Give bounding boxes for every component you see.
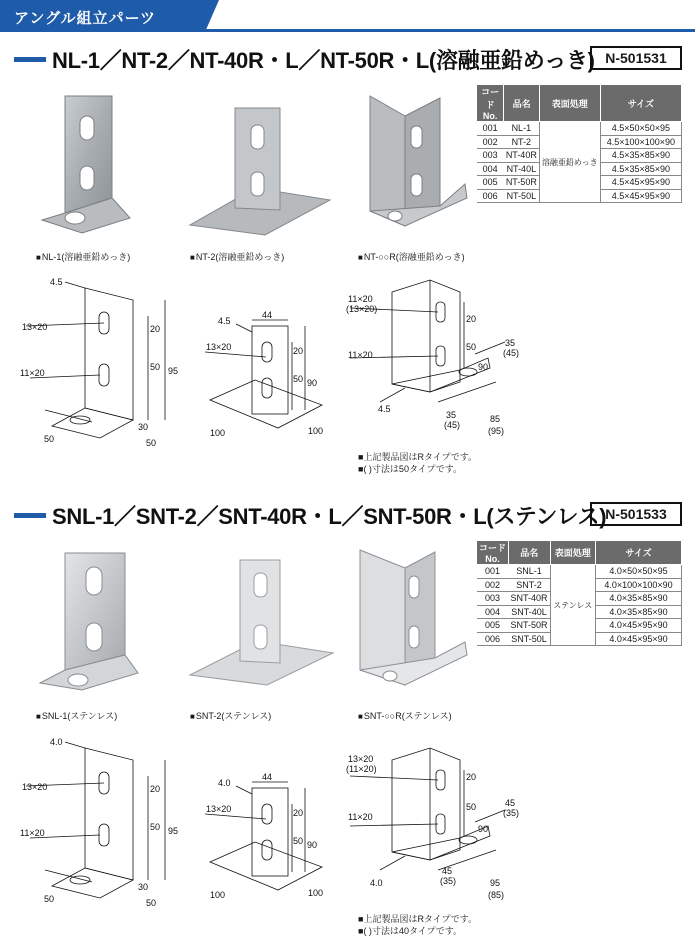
cell-name: SNL-1 [509,565,551,579]
cell-treatment: 溶融亜鉛めっき [539,122,600,203]
photo-snt-2 [185,555,335,695]
cell-name: NT-2 [504,135,540,149]
dim-35-alt: (45) [503,348,520,358]
title-bar-decoration [14,513,46,518]
note-line: ■上記製品図はRタイプです。 [358,452,478,462]
table-header-row [477,85,682,122]
dim-hole: 11×20 [20,368,45,378]
notes [358,913,477,937]
dim-20: 20 [466,772,477,782]
dim-hole: 13×20 [22,322,48,332]
photo-caption: ■ NT-○○R(溶融亜鉛めっき) [358,250,465,263]
cell-name: NT-50L [504,189,540,203]
dim-20: 20 [293,346,304,356]
dim-100-width: 100 [210,428,226,438]
dim-50: 50 [150,362,161,372]
dim-hole: 11×20 [348,294,373,304]
note-text: ( )寸法は40タイプです。 [363,926,463,936]
section-header-galvanized [0,44,695,74]
table-header-row [477,541,682,565]
cell-size: 4.0×45×95×90 [596,632,682,646]
dim-hole-alt: (11×20) [346,764,377,774]
col-header: サイズ [600,85,681,122]
category-rule [0,29,695,32]
dim-90: 90 [478,824,489,834]
dim-100-width: 100 [210,890,226,900]
photo-nl-1 [30,88,140,238]
dim-30: 30 [138,422,149,432]
catalog-code: N-501533 [590,502,682,526]
photo-nt-r [355,86,475,246]
cell-size: 4.0×45×95×90 [596,619,682,633]
drawing-t-bracket [200,762,340,907]
dim-base-35: 35 [446,410,457,420]
dim-35: 35 [505,338,516,348]
dim-90: 90 [307,378,318,388]
dim-hole: 11×20 [20,828,45,838]
dim-hole: 13×20 [206,804,232,814]
section-header-stainless [0,500,695,530]
note-text: 上記製品図はRタイプです。 [363,452,478,462]
dim-30: 30 [138,882,149,892]
col-header: 品名 [509,541,551,565]
dim-35: 45 [505,798,516,808]
cell-code: 005 [477,176,504,190]
drawing-corner-bracket [340,272,520,447]
cell-size: 4.5×35×85×90 [600,162,681,176]
cell-size: 4.0×35×85×90 [596,605,682,619]
dim-20: 20 [150,324,161,334]
cell-size: 4.5×100×100×90 [600,135,681,149]
dim-hole: 13×20 [348,754,374,764]
spec-table [476,84,682,203]
drawing-l-bracket [0,730,200,910]
photo-nt-2 [185,100,335,240]
dim-base-35-alt: (35) [440,876,457,886]
photo-caption: ■ NT-2(溶融亜鉛めっき) [190,250,284,263]
cell-code: 002 [477,135,504,149]
cell-name: NL-1 [504,122,540,136]
dim-thickness: 4.5 [50,277,63,287]
dim-20: 20 [466,314,477,324]
col-header: 表面処理 [550,541,596,565]
dim-90: 90 [307,840,318,850]
dim-hole: 11×20 [348,350,373,360]
dim-50-depth: 50 [146,438,157,448]
cell-size: 4.0×35×85×90 [596,592,682,606]
col-header: コードNo. [477,85,504,122]
table-row [477,565,682,579]
dim-95: 95 [168,366,179,376]
col-header: 表面処理 [539,85,600,122]
cell-code: 006 [477,189,504,203]
drawing-l-bracket [0,270,200,450]
cell-treatment: ステンレス [550,565,596,646]
title-bar-decoration [14,57,46,62]
dim-base-35-alt: (45) [444,420,461,430]
dim-44: 44 [262,772,273,782]
col-header: 品名 [504,85,540,122]
photo-snl-1 [30,545,140,695]
dim-50-width: 50 [44,434,55,444]
dim-85: 95 [490,878,501,888]
category-tab [0,0,205,32]
cell-code: 004 [477,605,509,619]
dim-35-alt: (35) [503,808,520,818]
category-title: アングル組立パーツ [14,10,157,27]
cell-code: 004 [477,162,504,176]
dim-20: 20 [150,784,161,794]
dim-50: 50 [293,374,304,384]
dim-hole: 11×20 [348,812,373,822]
dim-50: 50 [293,836,304,846]
cell-size: 4.5×50×50×95 [600,122,681,136]
cell-name: SNT-50L [509,632,551,646]
cell-name: NT-40L [504,162,540,176]
cell-code: 001 [477,565,509,579]
cell-size: 4.5×45×95×90 [600,176,681,190]
dim-thickness: 4.5 [218,316,231,326]
notes [358,451,477,475]
cell-code: 003 [477,592,509,606]
dim-44: 44 [262,310,273,320]
cell-code: 003 [477,149,504,163]
col-header: コードNo. [477,541,509,565]
cell-size: 4.0×100×100×90 [596,578,682,592]
dim-100-depth: 100 [308,426,324,436]
dim-base-35: 45 [442,866,453,876]
note-line: ■( )寸法は50タイプです。 [358,464,463,474]
note-line: ■上記製品図はRタイプです。 [358,914,478,924]
cell-name: NT-40R [504,149,540,163]
dim-hole: 13×20 [22,782,48,792]
cell-code: 001 [477,122,504,136]
dim-85: 85 [490,414,501,424]
dim-50-width: 50 [44,894,55,904]
cell-size: 4.5×45×95×90 [600,189,681,203]
photo-caption: ■ SNT-○○R(ステンレス) [358,709,452,722]
dim-100-depth: 100 [308,888,324,898]
note-text: ( )寸法は50タイプです。 [363,464,463,474]
cell-code: 005 [477,619,509,633]
dim-thickness: 4.0 [370,878,383,888]
cell-name: SNT-50R [509,619,551,633]
dim-50: 50 [150,822,161,832]
dim-50: 50 [466,802,477,812]
catalog-code: N-501531 [590,46,682,70]
dim-thickness: 4.0 [50,737,63,747]
cell-size: 4.5×35×85×90 [600,149,681,163]
photo-caption: ■ SNT-2(ステンレス) [190,709,271,722]
spec-table [476,540,682,646]
note-text: 上記製品図はRタイプです。 [363,914,478,924]
cell-name: SNT-40L [509,605,551,619]
dim-hole-alt: (13×20) [346,304,378,314]
drawing-corner-bracket [340,740,520,915]
dim-85-alt: (85) [488,890,505,900]
cell-size: 4.0×50×50×95 [596,565,682,579]
dim-hole: 13×20 [206,342,232,352]
note-line: ■( )寸法は40タイプです。 [358,926,463,936]
section-title: SNL-1／SNT-2／SNT-40R・L／SNT-50R・L(ステンレス) [52,504,607,529]
table-row [477,122,682,136]
dim-50-depth: 50 [146,898,157,908]
dim-85-alt: (95) [488,426,505,436]
cell-code: 002 [477,578,509,592]
dim-90: 90 [478,362,489,372]
cell-code: 006 [477,632,509,646]
drawing-t-bracket [200,300,340,445]
dim-thickness: 4.0 [218,778,231,788]
section-title: NL-1／NT-2／NT-40R・L／NT-50R・L(溶融亜鉛めっき) [52,48,595,73]
cell-name: SNT-40R [509,592,551,606]
photo-caption: ■ NL-1(溶融亜鉛めっき) [36,250,130,263]
dim-thickness: 4.5 [378,404,391,414]
photo-snt-r [355,540,475,700]
dim-50: 50 [466,342,477,352]
cell-name: NT-50R [504,176,540,190]
dim-95: 95 [168,826,179,836]
photo-caption: ■ SNL-1(ステンレス) [36,709,117,722]
dim-20: 20 [293,808,304,818]
col-header: サイズ [596,541,682,565]
cell-name: SNT-2 [509,578,551,592]
